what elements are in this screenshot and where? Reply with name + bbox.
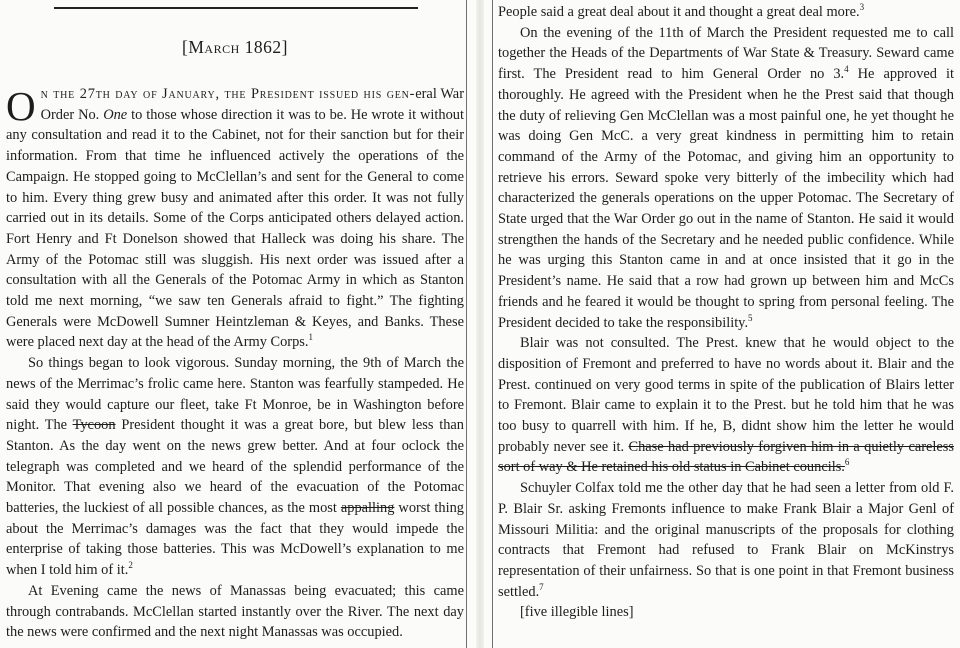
header-year: 1862] [239, 37, 288, 57]
strikethrough-text: appalling [340, 500, 395, 517]
page-header [6, 37, 464, 58]
strikethrough-text: Tycoon [72, 417, 116, 434]
text: At Evening came the news of Manassas being evacuated; this came through contrabands. McClellan started instantly over the River. The next day the news were confirmed and the next night Manassas was occupied. [6, 582, 464, 641]
paragraph-3 [6, 581, 464, 643]
text: to those whose direction it was to be. He wrote it without any consultation and read it to the Cabinet, not for their sanction but for their information. From that time he influenced actively the operations of the Campaign. He stopped going to McClellan’s and sent for the General to come to him. Every thing grew busy and animated after this order. It was not fully carried out in its details. Some of the Corps anticipated others delayed action. Fort Henry and Ft Donelson showed that Halleck was doing his share. The Army of the Potomac still was sluggish. His next order was issued after a consultation with all the Generals of the Potomac Army in which as Stanton told me next morning, “we saw ten Generals afraid to fight.” The fighting Generals were McDowell Sumner Heintzleman & Keyes, and Banks. These were placed next day at the head of the Army Corps. [6, 106, 464, 351]
text: President thought it was a great bore, but blew less than Stanton. As the day went on the news grew better. And at four oclock the telegraph was completed and we heard of the splendid performance of the Monitor. That evening also we heard of the evacuation of the Potomac batteries, the luckiest of all possible chances, as the most [6, 417, 464, 517]
header-month: March [188, 37, 240, 57]
text: [five illegible lines] [520, 604, 634, 621]
text: People said a great deal about it and thought a great deal more. [498, 4, 860, 20]
lead-in: n the 27th day of January, the President issued his gen- [40, 86, 416, 102]
header-bracket: [ [182, 37, 189, 57]
right-page [488, 0, 960, 648]
paragraph-5 [498, 333, 954, 478]
text: He approved it thoroughly. He agreed with the President when he the Prest said that though the duty of relieving Gen McClellan was a most painful one, he yet thought he was doing Gen McC. a very great kindness in permitting him to retain command of the Army of the Potomac, and giving him an opportunity to retrieve his errors. Seward spoke very bitterly of the imbecility which had characterized the generals operations on the upper Potomac. The Secretary of State urged that the War Order go out in the name of Stanton. He said it would strengthen the hands of the Secretary and he needed public confidence. While he was urging this Stanton came in and at once insisted that it go in the President’s name. He said that a row had grown up between him and McCs friends and he feared it would be thought to spring from personal feeling. The President decided to take the responsibility. [498, 66, 954, 331]
footnote-ref-3: 3 [859, 2, 865, 13]
footnote-ref-5: 5 [748, 312, 753, 323]
footnote-ref-6: 6 [844, 457, 850, 468]
paragraph-4 [498, 23, 954, 334]
text: worst thing about the Merrimac’s damages was the fact that they would impede the enterprise of taking those batteries. This was McDowell’s explanation to me when I told him of it. [6, 500, 464, 579]
emphasis: One [103, 106, 128, 123]
page-gutter [476, 0, 484, 648]
footnote-ref-4: 4 [844, 64, 849, 75]
paragraph-1 [6, 84, 464, 353]
text: So things began to look vigorous. Sunday morning, the 9th of March the news of the Merrimac’s frolic came here. Stanton was fearfully stampeded. He said they would capture our fleet, take Ft Monroe, be in Washington before night. The [6, 355, 464, 434]
footnote-ref-2: 2 [128, 560, 133, 571]
drop-cap: O [6, 83, 36, 129]
top-rule [54, 7, 418, 9]
illegible-note [498, 602, 954, 623]
paragraph-continued [498, 2, 954, 23]
footnote-ref-7: 7 [539, 581, 544, 592]
text: eral War Order No. [40, 86, 464, 123]
left-page [0, 0, 472, 648]
text: On the evening of the 11th of March the President requested me to call together the Heads of the Departments of War State & Treasury. Seward came first. The President read to him General Order no 3. [498, 24, 954, 83]
text: Blair was not consulted. The Prest. knew that he would object to the disposition of Fremont and preferred to have no words about it. Blair and the Prest. continued on very good terms in spite of the publication of Blairs letter to Fremont. Blair came to explain it to the Prest. but he told him that he was too busy to quarrell with him. If he, B, didnt show him the letter he would probably never see it. [498, 335, 954, 455]
paragraph-6 [498, 478, 954, 602]
footnote-ref-1: 1 [308, 332, 313, 343]
strikethrough-text: Chase had previously forgiven him in a quietly careless sort of way & He retained his old status in Cabinet councils. [498, 438, 954, 476]
paragraph-2 [6, 353, 464, 581]
text: Schuyler Colfax told me the other day that he had seen a letter from old F. P. Blair Sr. asking Fremonts influence to make Frank Blair a Major Genl of Missouri Militia: and the original manuscripts of the proposals for clothing contracts that Fremont had refused to Frank Blair on McKinstrys representation of their unfairness. So that is one point in that Fremont business settled. [498, 480, 954, 600]
